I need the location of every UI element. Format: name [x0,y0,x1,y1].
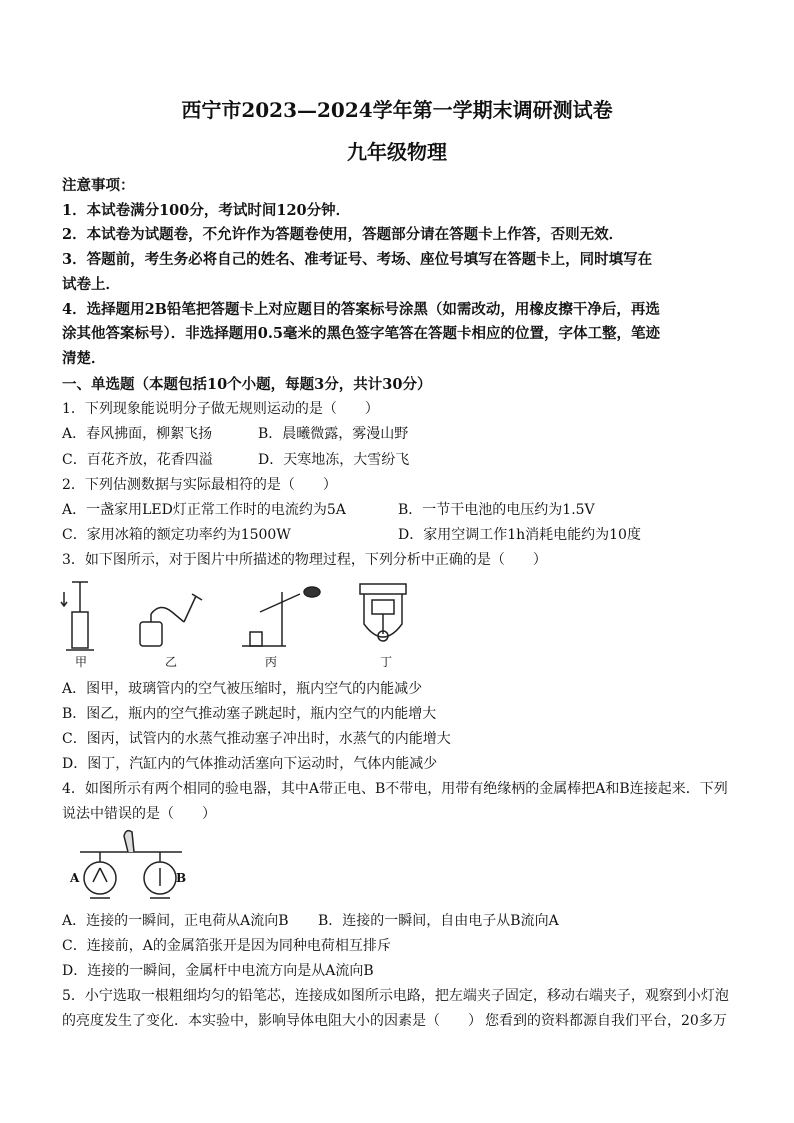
test-tube-drawing [242,587,320,646]
electroscope-figure [60,826,200,906]
note-line: 2．本试卷为试题卷，不允许作为答题卷使用，答题部分请在答题卡上作答，否则无效． [62,226,624,243]
q1-option-d[interactable]: D．天寒地冻，大雪纷飞 [258,452,410,468]
q3-caption-ding: 丁 [380,655,393,669]
q3-figure [60,572,420,672]
q1-option-b[interactable]: B．晨曦微露，雾漫山野 [258,426,409,442]
engine-cylinder-drawing [360,584,406,641]
q3-option-b[interactable]: B．图乙，瓶内的空气推动塞子跳起时，瓶内空气的内能增大 [62,706,437,722]
q4-option-b[interactable]: B．连接的一瞬间，自由电子从B流向A [318,913,559,929]
q2-option-b[interactable]: B．一节干电池的电压约为1.5V [398,502,595,518]
exam-title: 西宁市2023—2024学年第一学期末调研测试卷 [181,98,613,122]
q4-option-c[interactable]: C．连接前，A的金属箔张开是因为同种电荷相互排斥 [62,938,391,954]
note-line: 1．本试卷满分100分，考试时间120分钟． [62,202,351,219]
notes-heading: 注意事项： [62,177,135,194]
q2-option-c[interactable]: C．家用冰箱的额定功率约为1500W [62,527,291,543]
q3-caption-jia: 甲 [75,655,88,669]
note-line: 涂其他答案标号）．非选择题用0.5毫米的黑色签字笔答在答题卡相应的位置，字体工整，笔迹 [62,325,660,342]
q5-stem-cont: 的亮度发生了变化．本实验中，影响导体电阻大小的因素是（ ） [62,1013,482,1029]
q1-option-a[interactable]: A．春风拂面，柳絮飞扬 [62,426,213,442]
q3-option-c[interactable]: C．图丙，试管内的水蒸气推动塞子冲出时，水蒸气的内能增大 [62,731,451,747]
q1-stem: 1．下列现象能说明分子做无规则运动的是（ ） [62,401,379,417]
note-line: 试卷上． [62,276,120,293]
q4-option-a[interactable]: A．连接的一瞬间，正电荷从A流向B [62,913,289,929]
note-line: 3．答题前，考生务必将自己的姓名、准考证号、考场、座位号填写在答题卡上，同时填写在 [62,251,653,268]
q4-stem-cont: 说法中错误的是（ ） [62,806,216,822]
electroscope-label-a: A [70,871,80,885]
section-heading: 一、单选题（本题包括10个小题，每题3分，共计30分） [62,376,432,393]
note-line: 4．选择题用2B铅笔把答题卡上对应题目的答案标号涂黑（如需改动，用橡皮擦干净后，再选 [62,301,660,318]
q3-caption-yi: 乙 [165,655,178,669]
q2-option-d[interactable]: D．家用空调工作1h消耗电能约为10度 [398,527,641,543]
q3-option-a[interactable]: A．图甲，玻璃管内的空气被压缩时，瓶内空气的内能减少 [62,681,423,697]
q5-stem: 5．小宁选取一根粗细均匀的铅笔芯，连接成如图所示电路，把左端夹子固定，移动右端夹子，观察到小灯泡 [62,988,729,1004]
q2-stem: 2．下列估测数据与实际最相符的是（ ） [62,477,337,493]
q3-caption-bing: 丙 [265,655,278,669]
q3-option-d[interactable]: D．图丁，汽缸内的气体推动活塞向下运动时，气体内能减少 [62,756,438,772]
q1-option-c[interactable]: C．百花齐放，花香四溢 [62,452,213,468]
q4-option-d[interactable]: D．连接的一瞬间，金属杆中电流方向是从A流向B [62,963,374,979]
q2-option-a[interactable]: A．一盏家用LED灯正常工作时的电流约为5A [62,502,346,518]
pump-bottle-drawing [61,582,94,650]
note-line: 清楚． [62,350,106,367]
q3-stem: 3．如下图所示，对于图片中所描述的物理过程，下列分析中正确的是（ ） [62,552,547,568]
exam-subtitle: 九年级物理 [347,140,447,164]
electroscope-label-b: B [176,871,187,885]
watermark-text: 您看到的资料都源自我们平台，20多万 [485,1013,727,1029]
q4-stem: 4．如图所示有两个相同的验电器，其中A带正电、B不带电，用带有绝缘柄的金属棒把A和B连接起来．下列 [62,781,728,797]
bottle-pump-drawing [140,594,202,646]
